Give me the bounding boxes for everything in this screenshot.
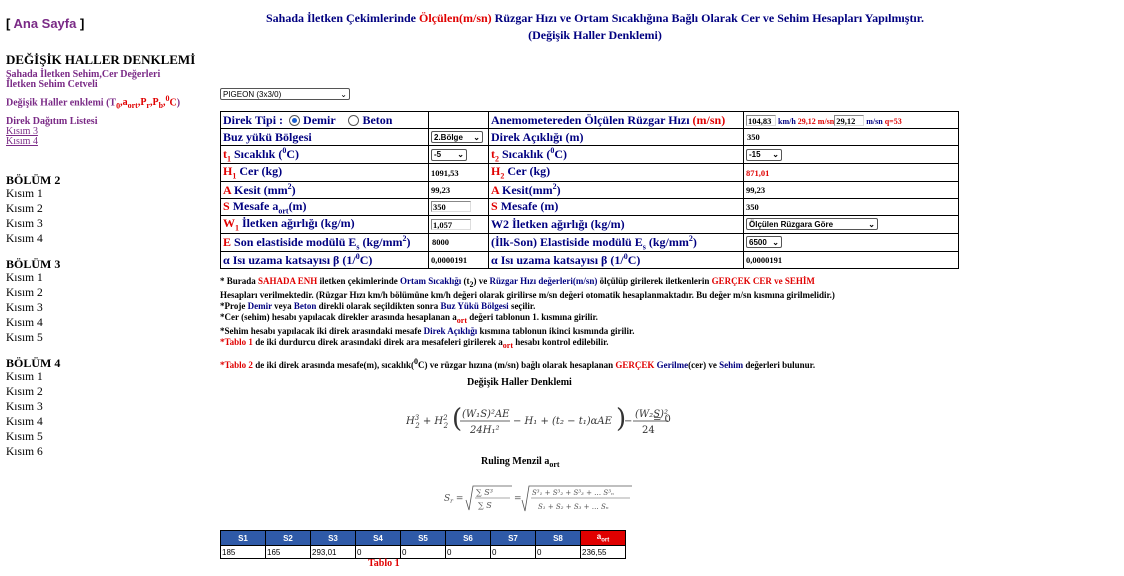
aort-value: 236,55 [581,546,626,559]
col-header-aort: $a_{ort}$ [581,531,626,546]
svg-text:): ) [616,404,627,434]
alpha2-label: α Isı uzama katsayısı β (1/ [491,252,624,267]
s2-label: Mesafe (m) [500,199,559,214]
bolum4-item[interactable]: Kısım 6 [6,446,43,459]
span-input[interactable]: 0 [401,546,446,559]
direk-acikligi-input[interactable]: 350 [747,131,760,142]
parameters-table [220,111,959,269]
span-input[interactable]: 0 [491,546,536,559]
s1-input[interactable]: 350 [431,201,471,212]
bolum4-item[interactable]: Kısım 5 [6,431,43,444]
chevron-down-icon: ⌄ [772,237,779,247]
title-part2: Rüzgar Hızı ve Ortam Sıcaklığına Bağlı Olarak Cer ve Sehim Hesapları Yapılmıştır. [491,11,924,25]
direk-acikligi-cell [744,129,959,146]
bolum4-item[interactable]: Kısım 1 [6,371,43,384]
formula2-svg [444,484,634,514]
t1-select-value: -5 [434,150,442,160]
e2-label: (İlk-Son) Elastiside modülü E [491,234,643,249]
title-part1: Sahada İletken Çekimlerinde [265,11,419,25]
e2-select[interactable] [746,236,782,248]
w1-input[interactable]: 1,057 [431,219,471,230]
note-3: *Proje Demir veya Beton direkli olarak seçildikten sonra Buz Yükü Bölgesi seçilir. [220,300,536,311]
chevron-down-icon: ⌄ [473,132,480,142]
direk-tipi-cell [221,112,429,129]
t2-select[interactable] [746,149,782,161]
chevron-down-icon: ⌄ [340,89,347,99]
table-row [221,181,959,198]
t2-select-value: -15 [749,150,761,160]
notes [220,276,980,371]
e1-input[interactable]: 8000 [432,236,449,247]
formula1-title: Değişik Haller Denklemi [467,377,572,388]
w1-cell [429,216,489,233]
chevron-down-icon: ⌄ [772,150,779,160]
table-row [221,112,959,129]
col-header: S8 [536,531,581,546]
e2-cell [744,233,959,251]
direk-acikligi-label: Direk Açıklığı (m) [489,129,744,146]
a2-label-cell: A $Kesit(mm^2)$ [489,181,744,198]
span-table [220,530,626,559]
e1-cell [429,233,489,251]
svg-text:H32 + H22: $H^3$ $2 + H^2$ 2 [406,414,449,430]
note-5: *Sehim hesabı yapılacak iki direk arasındaki mesafe Direk Açıklığı kısmına tablonun ikinci kısmında girilir. [220,325,635,336]
s1-label-cell: S Mesafe $a_{ort}(m)$ [221,198,429,215]
e2-label-cell: (İlk-Son) Elastiside modülü $E_s$ $(kg/mm^2)$ [489,233,744,251]
anemometre-unit: (m/sn) [692,112,726,127]
h2-value: 871,01 [744,164,959,181]
t2-cell [744,146,959,164]
alpha2-value: 0,0000191 [744,251,959,268]
sidebar-link-direk-dagitim[interactable]: Direk Dağıtım Listesi [6,116,98,128]
conductor-select[interactable] [220,88,350,100]
svg-text:(W₂S)²AE: (W₂S)² [635,409,668,420]
formula1-equals: = 0 [653,414,671,425]
col-header: S1 [221,531,266,546]
t1-label: Sıcaklık ( [234,147,283,161]
formula2-title: Ruling Menzil $a_{ort}$ [481,456,560,469]
svg-text:S³₁ + S³₂ + S³₃ + … S³ₙ: S³₁ + S³₂ + S³₃ + … S³ₙ [532,489,614,497]
s2-label-cell: S Mesafe (m) [489,198,744,215]
sidebar-link-sehim-cer[interactable]: Şahada İletken Sehim,Cer Değerleri [6,69,161,80]
table-row [221,164,959,181]
alpha1-value: 0,0000191 [429,251,489,268]
bolum2-section [6,173,216,247]
aort-header-text: a [596,532,602,542]
table-row [221,198,959,215]
s1-cell [429,198,489,215]
kmh-label: km/h [778,116,796,126]
bolum2-item[interactable]: Kısım 1 [6,188,43,201]
col-header: S3 [311,531,356,546]
note-6: *Tablo 1 de iki durdurcu direk arasındaki direk ara mesafeleri girilerek $a_{ort}$ hesabı kontrol edilebilir. [220,336,609,350]
bracket-open: [ [6,16,11,31]
beton-label: Beton [362,112,393,127]
beton-radio[interactable] [348,115,359,126]
sidebar-link-sehim-cetveli[interactable]: İletken Sehim Cetveli [6,79,98,90]
page-title [220,10,970,44]
buz-label: Buz yükü Bölgesi [221,129,429,146]
t2-label-cell: $t_2$ Sıcaklık ($^0$C) [489,146,744,164]
w1-label: İletken ağırlığı (kg/m) [242,216,355,231]
empty-cell [429,112,489,129]
svg-text:−: − [624,416,633,427]
bolum3-item[interactable]: Kısım 3 [6,302,43,315]
bolum3-item[interactable]: Kısım 1 [6,272,43,285]
note-7: *Tablo 2 de iki direk arasında mesafe(m), sıcaklık($^0$C) ve rüzgar hızına (m/sn) bağlı olarak hesaplanan GERÇEK Gerilme(cer) ve Sehim değerleri bulunur. [220,357,816,371]
svg-text:− H₁ + (t₂ − t₁)αAE: − H₁ + (t₂ − t₁)αAE [513,416,612,427]
note-4: *Cer (sehim) hesabı yapılacak direkler arasında hesaplanan $a_{ort}$ değeri tablonun 1. kısmına girilir. [220,311,598,325]
bracket-close: ] [79,16,85,31]
title-part-red: Ölçülen(m/sn) [419,11,492,25]
degisik-haller-label: Değişik Haller enklemi (T [6,97,117,109]
title-subtitle: (Değişik Haller Denklemi) [528,28,662,42]
conductor-select-value: PIGEON (3x3/0) [223,89,282,99]
w2-label: W2 İletken ağırlığı (kg/m) [489,216,744,233]
bolum2-item[interactable]: Kısım 4 [6,233,43,246]
w1-label-cell: $W_1$ İletken ağırlığı (kg/m) [221,216,429,233]
table-row [221,216,959,233]
span-input[interactable]: 0 [536,546,581,559]
h2-label-cell: $H_2$ Cer (kg) [489,164,744,181]
bolum4-section [6,356,216,460]
col-header: S4 [356,531,401,546]
table-row [221,251,959,268]
svg-text:(W₁S)²AE: (W₁S)²AE [462,409,510,420]
svg-text:(: ( [452,404,463,434]
alpha1-label-cell: α Isı uzama katsayısı β (1/$^0$C) [221,251,429,268]
bolum4-item[interactable]: Kısım 2 [6,386,43,399]
s2-value: 350 [744,198,959,215]
a2-value: 99,23 [744,181,959,198]
svg-text:∑ S: ∑ S [478,501,492,510]
s1-label: Mesafe a [232,198,279,213]
col-header: S6 [446,531,491,546]
span-input[interactable]: 185 [221,546,266,559]
bolum2-title: BÖLÜM 2 [6,173,61,188]
w2-cell [744,216,959,233]
span-input[interactable]: 0 [446,546,491,559]
sidebar [6,52,216,460]
sidebar-link-kisim3[interactable]: Kısım 3 [6,126,38,138]
ms-label: m/sn [866,116,883,126]
h2-label: Cer (kg) [507,164,551,179]
h1-label: Cer (kg) [239,164,283,179]
col-header: S7 [491,531,536,546]
wind-ms-input[interactable]: 29,12 [834,115,864,126]
table-header-row [221,531,626,546]
sidebar-link-kisim4[interactable]: Kısım 4 [6,136,38,148]
a1-value: 99,23 [429,181,489,198]
table-row [221,129,959,146]
span-input[interactable]: 293,01 [311,546,356,559]
bolum3-title: BÖLÜM 3 [6,257,61,272]
svg-text:∑ S³: ∑ S³ [476,488,493,497]
formula2-title-text: Ruling Menzil a [481,456,550,467]
note-1: * Burada SAHADA ENH iletken çekimlerinde Ortam Sıcaklığı $(t_2)$ ve Rüzgar Hızı değerleri(m/sn) ölçülüp girilerek iletkenlerin GERÇEK CER ve SEHİM [220,276,815,289]
wind-cell [744,112,959,129]
a1-label-cell: A Kesit $(mm^2)$ [221,181,429,198]
formula1-svg [406,404,668,438]
chevron-down-icon: ⌄ [868,219,875,229]
direk-tipi-label: Direk Tipi : [223,112,284,127]
col-header: S2 [266,531,311,546]
sidebar-link-degisik-haller[interactable]: Değişik Haller enklemi $(T_0,a_{ort},P_r,P_b,^0C)$ [6,94,181,111]
table-row [221,233,959,251]
anemometre-label-cell [489,112,744,129]
t1-select[interactable] [431,149,467,161]
bolum2-item[interactable]: Kısım 2 [6,203,43,216]
bolum2-item[interactable]: Kısım 3 [6,218,43,231]
span-input[interactable]: 165 [266,546,311,559]
t2-label: Sıcaklık ( [502,147,551,161]
w2-select[interactable] [746,218,878,230]
buz-select[interactable] [431,131,483,143]
wind-kmh-input[interactable]: 104,83 [746,115,776,126]
t1-cell [429,146,489,164]
e2-select-value: 6500 [749,237,767,247]
svg-text:=: = [514,494,522,504]
t1-label-cell: $t_1$ Sıcaklık ($^0$C) [221,146,429,164]
demir-label: Demir [303,112,336,127]
bolum4-item[interactable]: Kısım 3 [6,401,43,414]
wind-ms-computed: 29,12 m/sn [797,116,835,126]
e1-label-cell: E Son elastiside modülü $E_s$ $(kg/mm^2)$ [221,233,429,251]
table-row [221,546,626,559]
svg-text:24: 24 [642,425,655,436]
table1-caption: Tablo 1 [368,558,400,569]
sidebar-heading: DEĞİŞİK HALLER DENKLEMİ [6,52,196,67]
chevron-down-icon: ⌄ [457,150,464,160]
home-link-label: Ana Sayfa [13,16,77,31]
formula1-image [406,404,668,441]
w2-select-value: Ölçülen Rüzgara Göre [749,219,834,229]
h1-label-cell: $H_1$ Cer (kg) [221,164,429,181]
bolum3-item[interactable]: Kısım 2 [6,287,43,300]
bolum4-item[interactable]: Kısım 4 [6,416,43,429]
svg-text:Sr =: $S_r$ = [444,494,464,505]
bolum3-item[interactable]: Kısım 4 [6,317,43,330]
q-value: q=53 [884,116,902,126]
h1-value: 1091,53 [429,164,489,181]
a1-label: Kesit (mm [234,182,288,197]
home-link[interactable] [6,16,84,31]
a2-label: Kesit(mm [502,182,553,197]
anemometre-label: Anemometereden Ölçülen Rüzgar Hızı [491,112,690,127]
note-2: Hesapları verilmektedir. (Rüzgar Hızı km/h bölümüne km/h değeri olarak girilirse m/sn değeri otomatik hesaplanmaktadır. Bu değer m/sn kısmına girilmelidir.) [220,289,835,300]
svg-text:24H₁²: 24H₁² [470,425,500,436]
span-input[interactable]: 0 [356,546,401,559]
buz-cell [429,129,489,146]
bolum3-section [6,257,216,346]
table-row [221,146,959,164]
buz-select-value: 2.Bölge [434,132,463,142]
col-header: S5 [401,531,446,546]
svg-text:S₁ + S₂ + S₃ + … Sₙ: S₁ + S₂ + S₃ + … Sₙ [538,503,609,511]
formula2-image [444,484,634,519]
bolum3-item[interactable]: Kısım 5 [6,332,43,345]
alpha2-label-cell: α Isı uzama katsayısı β (1/$^0$C) [489,251,744,268]
demir-radio[interactable] [289,115,300,126]
bolum4-title: BÖLÜM 4 [6,356,61,371]
alpha1-label: α Isı uzama katsayısı β (1/ [223,252,356,267]
e1-label: Son elastiside modülü E [234,234,357,249]
